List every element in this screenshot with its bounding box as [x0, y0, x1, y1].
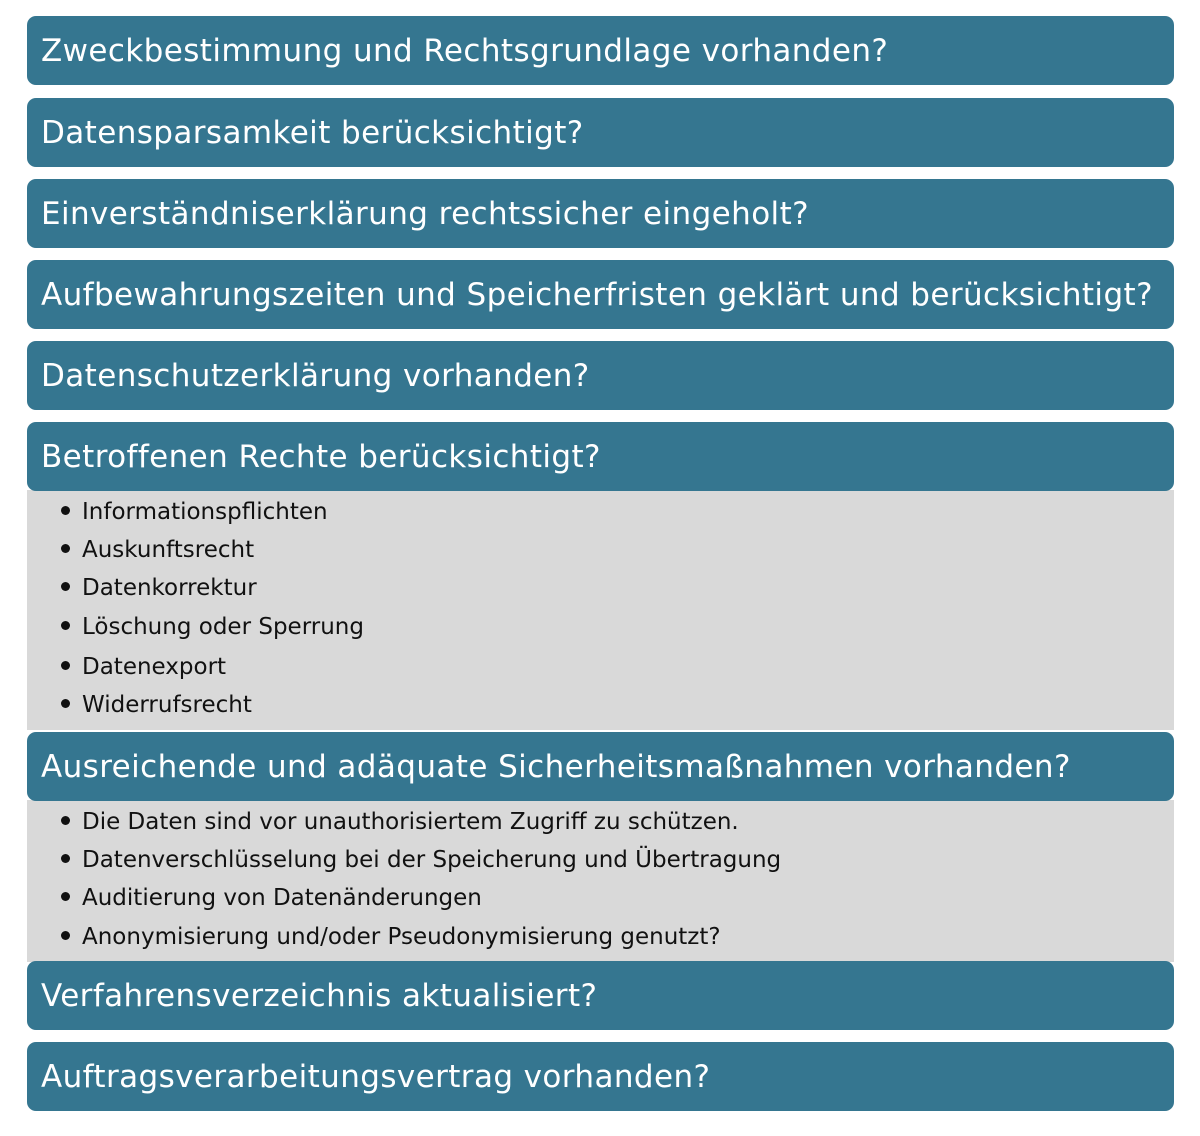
checklist-item-processing-agreement	[27, 1042, 1174, 1111]
checklist-item-security-measures	[27, 732, 1174, 801]
bullet-icon	[61, 931, 70, 940]
bullet-item: Datenkorrektur	[61, 573, 257, 603]
checklist-item-title: Aufbewahrungszeiten und Speicherfristen geklärt und berücksichtigt?	[41, 276, 1153, 313]
checklist-item-title: Ausreichende und adäquate Sicherheitsmaßnahmen vorhanden?	[41, 748, 1071, 785]
bullet-item: Löschung oder Sperrung	[61, 612, 364, 642]
bullet-icon	[61, 582, 70, 591]
bullet-item: Widerrufsrecht	[61, 690, 252, 720]
bullet-item: Anonymisierung und/oder Pseudonymisierung genutzt?	[61, 922, 721, 952]
bullet-icon	[61, 506, 70, 515]
checklist-item-title: Datensparsamkeit berücksichtigt?	[41, 114, 584, 151]
checklist-item-consent	[27, 179, 1174, 248]
rights-detail-panel	[27, 490, 1174, 730]
checklist-item-title: Einverständniserklärung rechtssicher eingeholt?	[41, 195, 809, 232]
bullet-icon	[61, 621, 70, 630]
checklist-item-retention	[27, 260, 1174, 329]
checklist-item-data-minimization	[27, 98, 1174, 167]
bullet-icon	[61, 892, 70, 901]
checklist-item-title: Datenschutzerklärung vorhanden?	[41, 357, 590, 394]
checklist-item-title: Betroffenen Rechte berücksichtigt?	[41, 438, 601, 475]
bullet-icon	[61, 544, 70, 553]
bullet-item: Die Daten sind vor unauthorisiertem Zugriff zu schützen.	[61, 807, 739, 837]
bullet-item: Datenverschlüsselung bei der Speicherung und Übertragung	[61, 845, 781, 875]
checklist-item-privacy-policy	[27, 341, 1174, 410]
checklist-item-data-subject-rights	[27, 422, 1174, 491]
bullet-icon	[61, 699, 70, 708]
bullet-item: Auskunftsrecht	[61, 535, 254, 565]
bullet-item: Auditierung von Datenänderungen	[61, 883, 482, 913]
bullet-icon	[61, 661, 70, 670]
bullet-item: Datenexport	[61, 652, 226, 682]
checklist-item-title: Zweckbestimmung und Rechtsgrundlage vorhanden?	[41, 32, 889, 69]
security-detail-panel	[27, 800, 1174, 962]
checklist-item-purpose	[27, 16, 1174, 85]
bullet-item: Informationspflichten	[61, 497, 328, 527]
checklist-item-title: Verfahrensverzeichnis aktualisiert?	[41, 977, 598, 1014]
checklist-item-title: Auftragsverarbeitungsvertrag vorhanden?	[41, 1058, 711, 1095]
bullet-icon	[61, 816, 70, 825]
checklist-item-processing-register	[27, 961, 1174, 1030]
bullet-icon	[61, 854, 70, 863]
